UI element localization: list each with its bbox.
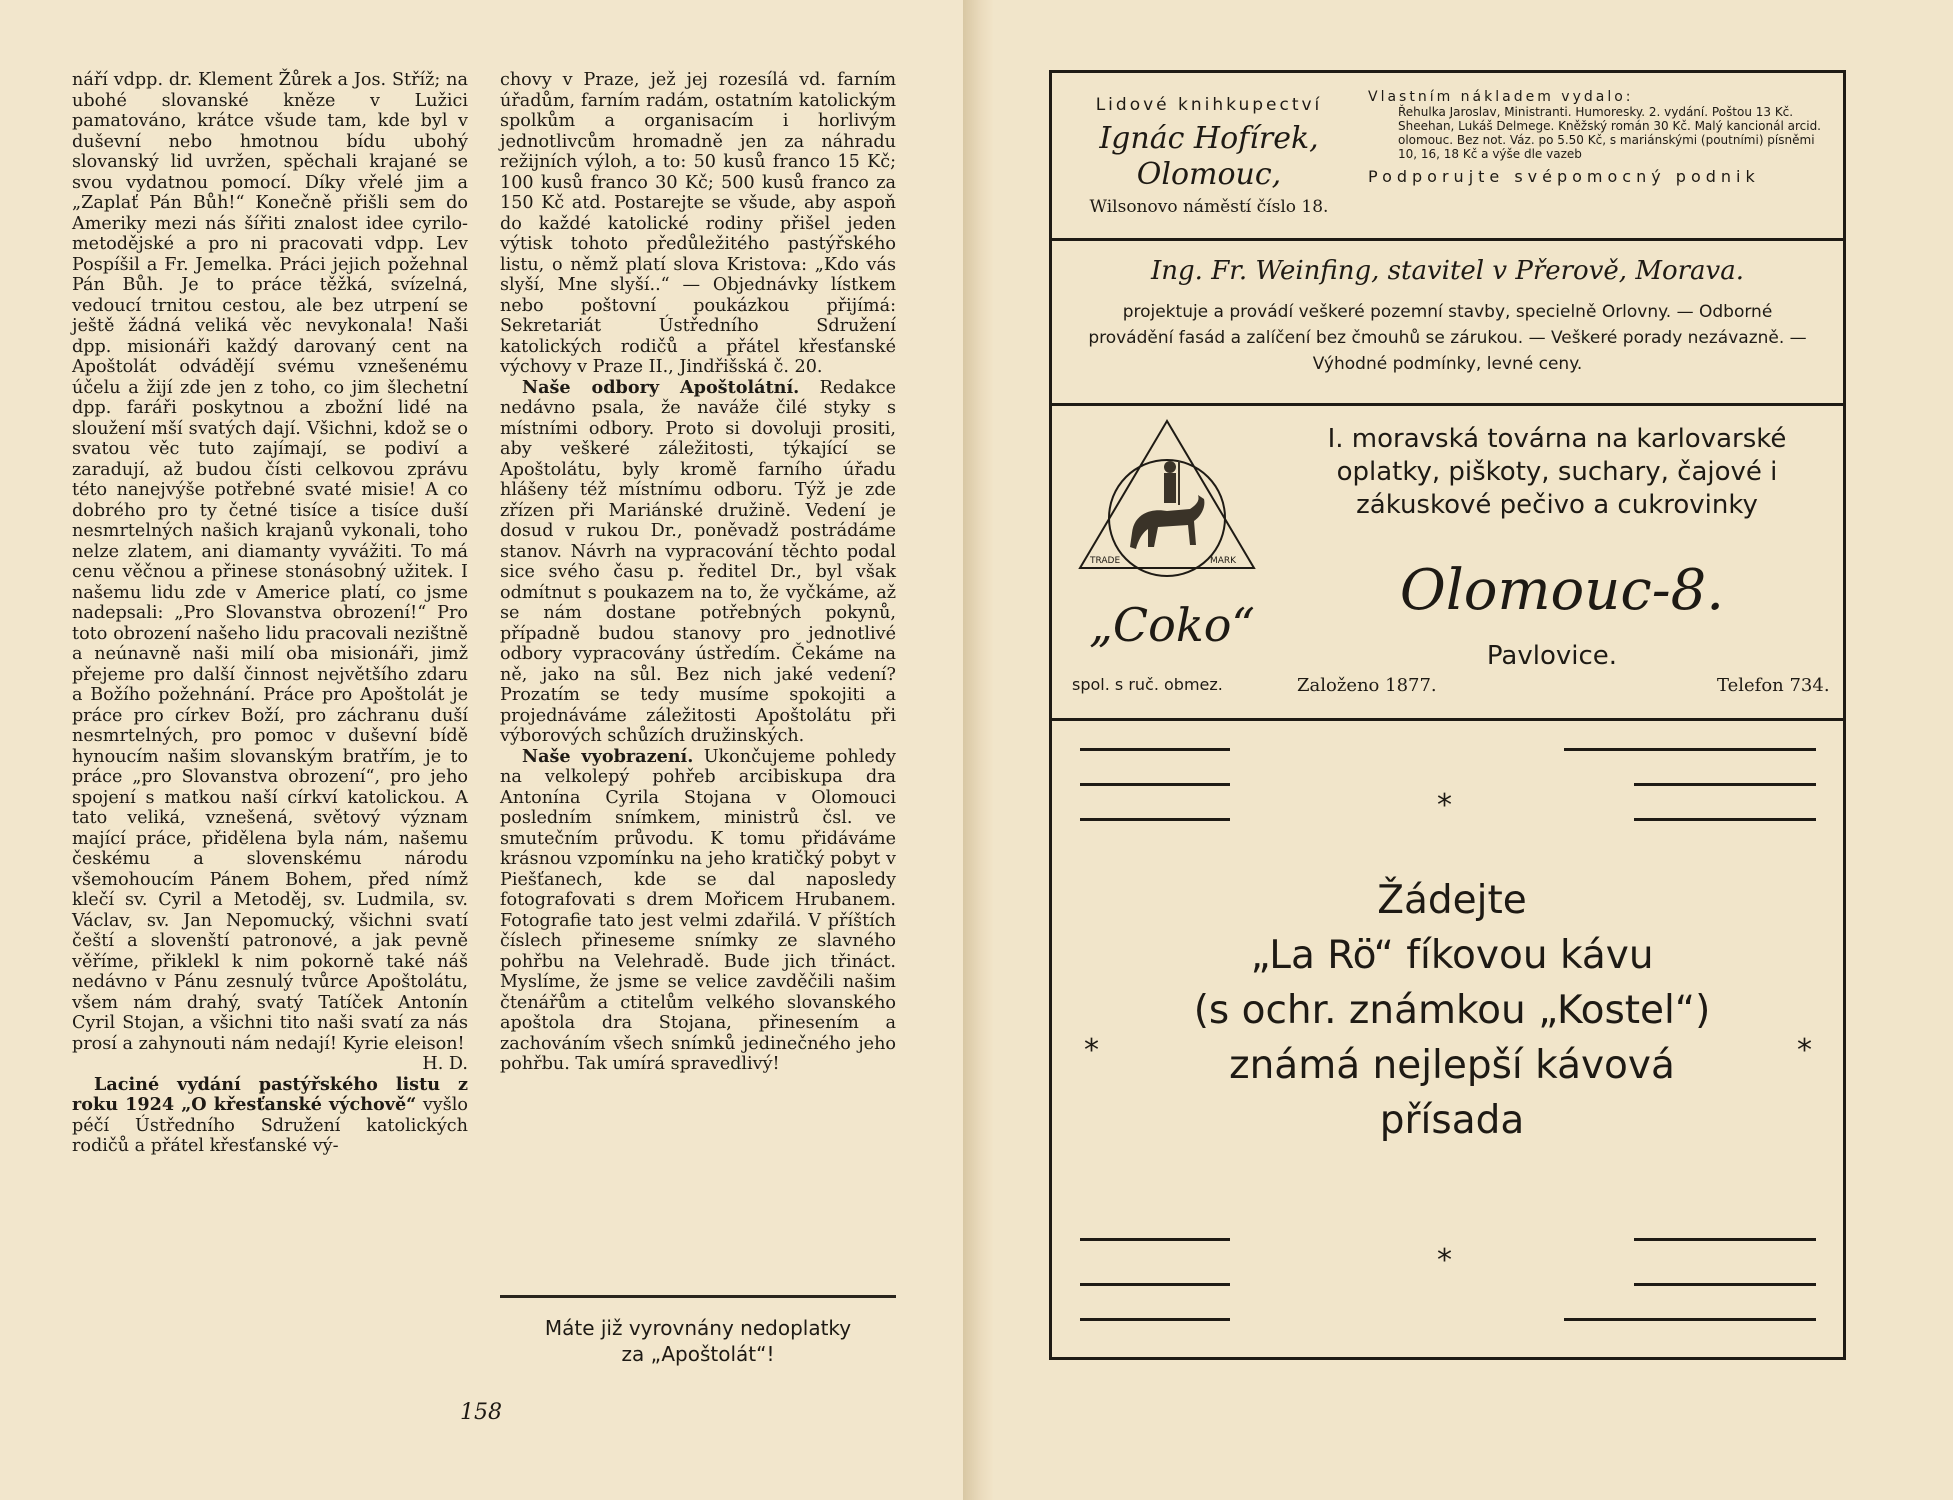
ornament-line — [1080, 748, 1230, 751]
article-title: Naše vyobrazení. — [522, 745, 694, 767]
article-vyobrazeni — [500, 747, 896, 1075]
publications-text: Řehulka Jaroslav, Ministranti. Humoresky. 2. vydání. Poštou 13 Kč. Sheehan, Lukáš Delmege. Kněžský román 30 Kč. Malý kancionál arcid. olomouc. Bez not. Váz. po 5.50 Kč, s mariánskými (poutními) písněmi 10, 16, 18 Kč a výše dle vazeb — [1398, 105, 1821, 161]
ornament-line — [1634, 818, 1816, 821]
bookshop-label: Lidové knihkupectví — [1095, 95, 1323, 115]
ornament-line — [1080, 1318, 1230, 1321]
ornament-line — [1634, 1283, 1816, 1286]
left-column — [72, 70, 468, 1157]
ad-separator — [1052, 238, 1843, 241]
horse-rider-icon — [1130, 461, 1204, 549]
notice-line: za „Apoštolát“! — [621, 1342, 775, 1366]
publications-list — [1368, 89, 1828, 186]
article-text: vyšlo péčí Ústředního Sdružení katolických rodičů a přátel křesťanské vý- — [72, 1095, 468, 1156]
builder-ad-body: projektuje a provádí veškeré pozemní stavby, specielně Orlovny. — Odborné provádění fasád a zalíčení bez čmouhů se zárukou. — Veškeré porady nezávazně. — Výhodné podmínky, levné ceny. — [1088, 302, 1807, 374]
publications-slogan: Podporujte svépomocný podnik — [1368, 167, 1760, 186]
coffee-ad-line: Žádejte — [1377, 878, 1527, 923]
ornament-line — [1080, 783, 1230, 786]
page-number: 158 — [460, 1400, 502, 1425]
logo-trade-text: TRADE — [1090, 556, 1121, 566]
signature: H. D. — [422, 1054, 468, 1074]
bookshop-ad — [1079, 95, 1339, 217]
factory-heading: I. moravská továrna na karlovarské oplatky, piškoty, suchary, čajové i zákuskové pečivo a cukrovinky — [1327, 424, 1787, 520]
ornament-line — [1634, 783, 1816, 786]
article-text: náří vdpp. dr. Klement Žůrek a Jos. Stříž; na ubohé slovanské kněze v Lužici pamatováno, krátce všude tam, kde byl v duševní nebo hmotnou bídu ubohý slovanský lid uvržen, spěchali krajané se svou vydatnou pomocí. Díky vřelé jim a „Zaplať Pán Bůh!“ Konečně přišli sem do Ameriky mezi nás šířiti znalost idee cyrilo-metodějské a pro ni pracovati vdpp. Lev Pospíšil a Fr. Jemelka. Práci jejich požehnal Pán Bůh. Je to práce těžká, svízelná, vedoucí trnitou cestou, ale bez utrpení se ještě žádná veliká věc nevykonala! Naši dpp. misionáři každý darovaný cent na Apoštolát odvádějí svému vznešenému účelu a žijí zde jen z toho, co jim šlechetní dpp. faráři poskytnou a zbožní lidé na sloužení mší svatých dají. Všichni, kdož se o svatou věc tuto zajímají, se podiví a zaradují, až budou čísti celkovou zprávu této nanejvýše potřebné svaté misie! A co dobrého pro ty četné tisíce a tisíce duší nesmrtelných našich krajanů vykonali, toho nelze zlatem, ani diamanty vyvážiti. To má cenu věčnou a přinese stonásobný užitek. I našemu lidu zde v Americe platí, co jsme nadepsali: „Pro Slovanstva obrození!“ Pro toto obrození našeho lidu pracovali nezištně a neúnavně naši milí oba misionáři, jimž přejeme pro další činnost největšího zdaru a Božího požehnání. Práce pro Apoštolát je práce pro církev Boží, pro záchranu duší nesmrtelných, pro pomoc v duševní bídě hynoucím našim slovanským bratřím, je to práce „pro Slovanstva obrození“, pro jeho spojení s matkou naší církví katolickou. A tato veliká, vznešená, světový význam mající práce, přidělena byla nám, našemu českému a slovenskému národu všemohoucím Pánem Bohem, před nímž klečí sv. Cyril a Metoděj, sv. Ludmila, sv. Václav, sv. Jan Nepomucký, všichni svatí čeští a slovenští patronové, a jak pevně věříme, přiklekl k nim pokorně také náš nedávno v Pánu zesnulý tvůrce Apoštolátu, všem nám drahý, svatý Tatíček Antonín Cyril Stojan, a všichni tito naši svatí za nás prosí a zahynouti nám nedají! Kyrie eleison! — [72, 70, 468, 1054]
brand-name: „Coko“ — [1089, 598, 1255, 652]
ornament-line — [1564, 748, 1816, 751]
article-text: chovy v Praze, jež jej rozesílá vd. farním úřadům, farním radám, ostatním katolickým spolkům a organisacím i horlivým jednotlivcům hromadně jen za náhradu režijních výloh, a to: 50 kusů franco 15 Kč; 100 kusů franco 30 Kč; 500 kusů franco za 150 Kč atd. Postarejte se všude, aby aspoň do každé katolické rodiny přišel jeden výtisk tohoto předůležitého pastýřského listu, o němž platí slova Kristova: „Kdo vás slyší, Mne slyší..“ — Objednávky lístkem nebo poštovní poukázkou přijímá: Sekretariát Ústředního Sdružení katolických rodičů a přátel křesťanské výchovy v Praze II., Jindřišská č. 20. — [500, 70, 896, 377]
divider-rule — [500, 1295, 896, 1298]
builder-ad-title: Ing. Fr. Weinfing, stavitel v Přerově, Morava. — [1151, 256, 1744, 286]
factory-district: Pavlovice. — [1486, 641, 1618, 671]
ornament-line — [1080, 818, 1230, 821]
bookshop-address: Wilsonovo náměstí číslo 18. — [1089, 197, 1329, 217]
ornament-line — [1080, 1283, 1230, 1286]
ad-separator — [1052, 403, 1843, 406]
logo-mark-text: MARK — [1210, 556, 1237, 566]
coffee-ad — [1172, 873, 1732, 1148]
publications-heading: Vlastním nákladem vydalo: — [1368, 89, 1634, 105]
left-page — [0, 0, 963, 1500]
article-odbory — [500, 378, 896, 747]
right-column — [500, 70, 896, 1075]
ornament-line — [1634, 1238, 1816, 1241]
company-type: spol. s ruč. obmez. — [1072, 675, 1223, 694]
star-ornament: * — [1437, 788, 1452, 823]
notice-line: Máte již vyrovnány nedoplatky — [544, 1316, 852, 1340]
article-text: Ukončujeme pohledy na velkolepý pohřeb arcibiskupa dra Antonína Cyrila Stojana v Olomouci posledním snímkem, ministrů čsl. ve smutečním průvodu. K tomu přidáváme krásnou vzpomínku na jeho kratičký pobyt v Piešťanech, kde se dal naposledy fotografovati s drem Mořicem Hrubanem. Fotografie tato jest velmi zdařilá. V příštích číslech přineseme snímky ze slavného pohřbu na Velehradě. Bude jich třináct. Myslíme, že jsme se velice zavděčili našim čtenářům a ctitelům velkého slovanského apoštola dra Stojana, přinesením a zachováním všech snímků jedinečného jeho pohřbu. Tak umírá spravedlivý! — [500, 746, 896, 1074]
bookshop-city: Olomouc, — [1136, 157, 1282, 192]
founded-year: Založeno 1877. — [1297, 675, 1437, 696]
article-title: Naše odbory Apoštolátní. — [522, 376, 800, 398]
ad-separator — [1052, 718, 1843, 721]
star-ornament: * — [1084, 1033, 1099, 1068]
coffee-ad-line: „La Rö“ fíkovou kávu — [1250, 933, 1654, 978]
factory-city: Olomouc-8. — [1399, 558, 1725, 623]
ornament-line — [1080, 1238, 1230, 1241]
ornament-line — [1564, 1318, 1816, 1321]
article-pastoral-letter — [72, 1075, 468, 1157]
star-ornament: * — [1437, 1243, 1452, 1278]
phone-number: Telefon 734. — [1717, 675, 1830, 696]
bookshop-name: Ignác Hofírek, — [1099, 121, 1319, 156]
notice — [500, 1315, 896, 1367]
coffee-ad-line: přísada — [1379, 1098, 1525, 1143]
advertisement-frame — [1049, 70, 1846, 1360]
trademark-logo — [1072, 413, 1262, 583]
article-text: Redakce nedávno psala, že naváže čilé styky s místními odbory. Proto si dovoluji prositi, aby veškeré záležitosti, týkající se Apoštolátu, byly kromě farního úřadu hlášeny též místnímu odboru. Týž je zde zřízen při Mariánské družině. Vedení je dosud v rukou Dr., poněvadž postrádáme stanov. Návrh na vypracování těchto podal sice svého času p. ředitel Dr., byl však odmítnut s poukazem na to, že vyčkáme, až se nám dostane potřebných pokynů, případně budou stanovy pro jednotlivé odbory vypracovány ústředím. Čekáme na ně, jako na sůl. Bez nich jaké vedení? Prozatím se tedy musíme spokojiti a projednáváme záležitosti Apoštolátu při výborových schůzích družinských. — [500, 377, 896, 746]
coffee-ad-line: (s ochr. známkou „Kostel“) — [1193, 988, 1711, 1033]
coffee-ad-line: známá nejlepší kávová — [1229, 1043, 1675, 1088]
article-title: Laciné vydání pastýřského listu z roku 1924 „O křesťanské výchově“ — [72, 1073, 468, 1115]
book-gutter — [963, 0, 993, 1500]
star-ornament: * — [1797, 1033, 1812, 1068]
